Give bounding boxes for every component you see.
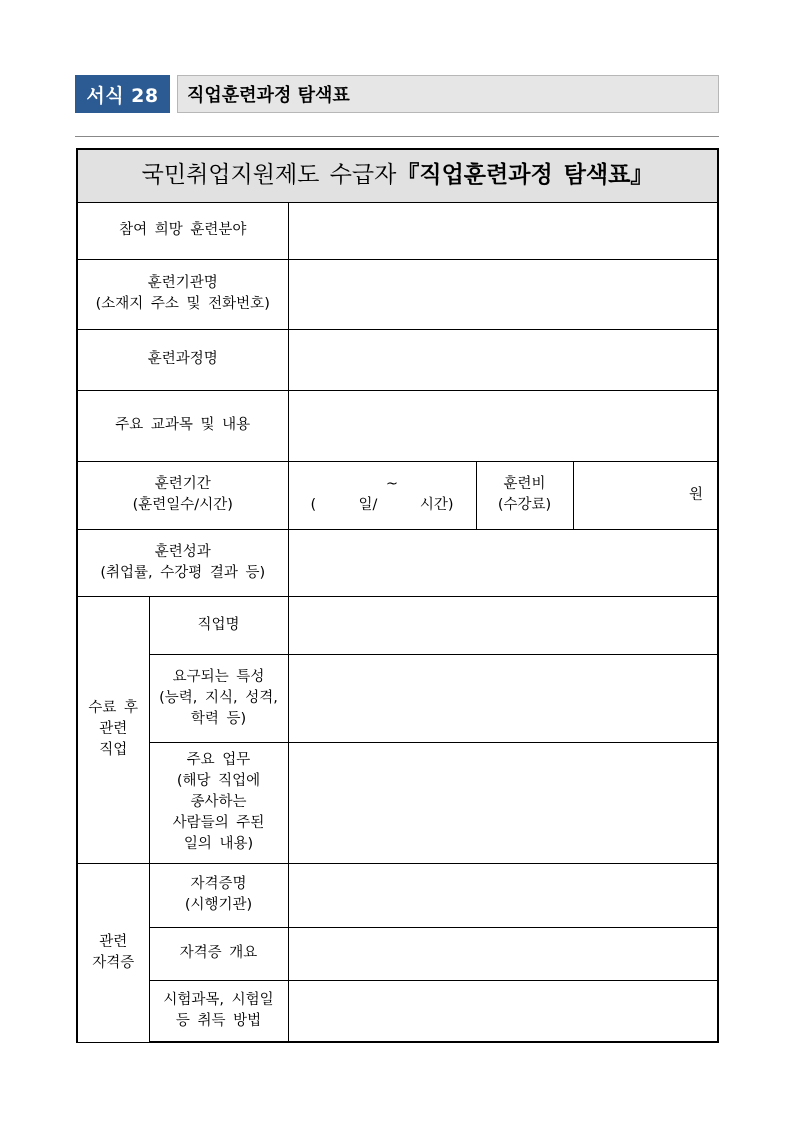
label-job-traits-line3: 학력 등) <box>190 710 247 727</box>
period-hours-label: 시간) <box>419 497 454 513</box>
label-institution <box>77 259 288 329</box>
label-period-line1: 훈련기간 <box>154 476 211 492</box>
row-period-fee <box>77 461 718 529</box>
label-outcome-line2: (취업률, 수강평 결과 등) <box>100 564 266 581</box>
label-cert-exam-line2: 등 취득 방법 <box>175 1012 262 1029</box>
label-period <box>77 461 288 529</box>
label-period-line2: (훈련일수/시간) <box>132 497 233 513</box>
label-cert-exam-line1: 시험과목, 시험일 <box>163 991 274 1008</box>
document-title-bar <box>177 75 719 113</box>
input-job-name[interactable] <box>288 596 718 654</box>
label-related-job-line1: 수료 후 <box>88 700 139 716</box>
row-job-traits <box>77 654 718 742</box>
label-fee-line2: (수강료) <box>497 497 552 513</box>
period-open-paren: ( <box>310 497 317 513</box>
label-job-duties <box>149 742 288 863</box>
label-job-duties-line1: 주요 업무 <box>186 752 251 768</box>
label-job-duties-line5: 일의 내용) <box>183 836 254 852</box>
input-outcome[interactable] <box>288 529 718 596</box>
label-cert-name-line2: (시행기관) <box>184 897 253 913</box>
label-related-cert-line2: 자격증 <box>92 954 135 971</box>
row-cert-overview <box>77 927 718 980</box>
period-tilde: ~ <box>385 476 399 492</box>
fee-unit: 원 <box>689 486 704 503</box>
input-cert-exam[interactable] <box>288 980 718 1042</box>
row-cert-name <box>77 863 718 927</box>
label-outcome-line1: 훈련성과 <box>154 543 211 560</box>
row-subjects <box>77 390 718 461</box>
input-training-field[interactable] <box>288 202 718 259</box>
training-course-form <box>76 148 719 1043</box>
label-fee-line1: 훈련비 <box>503 476 546 492</box>
row-course-name <box>77 329 718 390</box>
label-fee <box>476 461 573 529</box>
row-cert-exam <box>77 980 718 1042</box>
input-fee[interactable] <box>573 461 718 529</box>
row-outcome <box>77 529 718 596</box>
row-institution <box>77 259 718 329</box>
label-job-traits <box>149 654 288 742</box>
form-header-row <box>77 149 718 202</box>
label-job-duties-line3: 종사하는 <box>190 794 247 810</box>
row-job-name <box>77 596 718 654</box>
label-job-traits-line2: (능력, 지식, 성격, <box>159 689 278 706</box>
form-title-plain: 국민취업지원제도 수급자 <box>141 162 397 189</box>
label-institution-line2: (소재지 주소 및 전화번호) <box>95 296 270 312</box>
label-related-job-line2: 관련 <box>99 721 128 737</box>
label-related-cert-line1: 관련 <box>99 933 128 950</box>
label-institution-line1: 훈련기관명 <box>147 275 218 291</box>
label-job-duties-line4: 사람들의 주된 <box>172 815 265 831</box>
form-title-cell <box>77 149 718 202</box>
label-cert-overview: 자격증 개요 <box>149 927 288 980</box>
input-subjects[interactable] <box>288 390 718 461</box>
input-course-name[interactable] <box>288 329 718 390</box>
period-days-label: 일/ <box>358 497 378 513</box>
label-job-duties-line2: (해당 직업에 <box>176 773 261 789</box>
input-cert-overview[interactable] <box>288 927 718 980</box>
label-outcome <box>77 529 288 596</box>
label-job-traits-line1: 요구되는 특성 <box>172 668 265 685</box>
input-cert-name[interactable] <box>288 863 718 927</box>
label-training-field: 참여 희망 훈련분야 <box>77 202 288 259</box>
label-job-name: 직업명 <box>149 596 288 654</box>
label-related-cert-group <box>77 863 149 1042</box>
label-related-job-group <box>77 596 149 863</box>
period-days-hours <box>289 495 476 516</box>
document-title: 직업훈련과정 탐색표 <box>187 85 350 106</box>
label-cert-name <box>149 863 288 927</box>
input-job-traits[interactable] <box>288 654 718 742</box>
input-period[interactable] <box>288 461 476 529</box>
label-cert-name-line1: 자격증명 <box>190 876 247 892</box>
label-cert-exam <box>149 980 288 1042</box>
label-related-job-line3: 직업 <box>99 742 128 758</box>
form-title-bold: 『직업훈련과정 탐색표』 <box>396 162 654 189</box>
input-job-duties[interactable] <box>288 742 718 863</box>
header-divider <box>75 136 719 137</box>
form-number-badge <box>75 75 170 113</box>
form-number-label: 서식 28 <box>86 84 159 107</box>
input-institution[interactable] <box>288 259 718 329</box>
label-course-name: 훈련과정명 <box>77 329 288 390</box>
row-job-duties <box>77 742 718 863</box>
label-subjects: 주요 교과목 및 내용 <box>77 390 288 461</box>
row-training-field <box>77 202 718 259</box>
